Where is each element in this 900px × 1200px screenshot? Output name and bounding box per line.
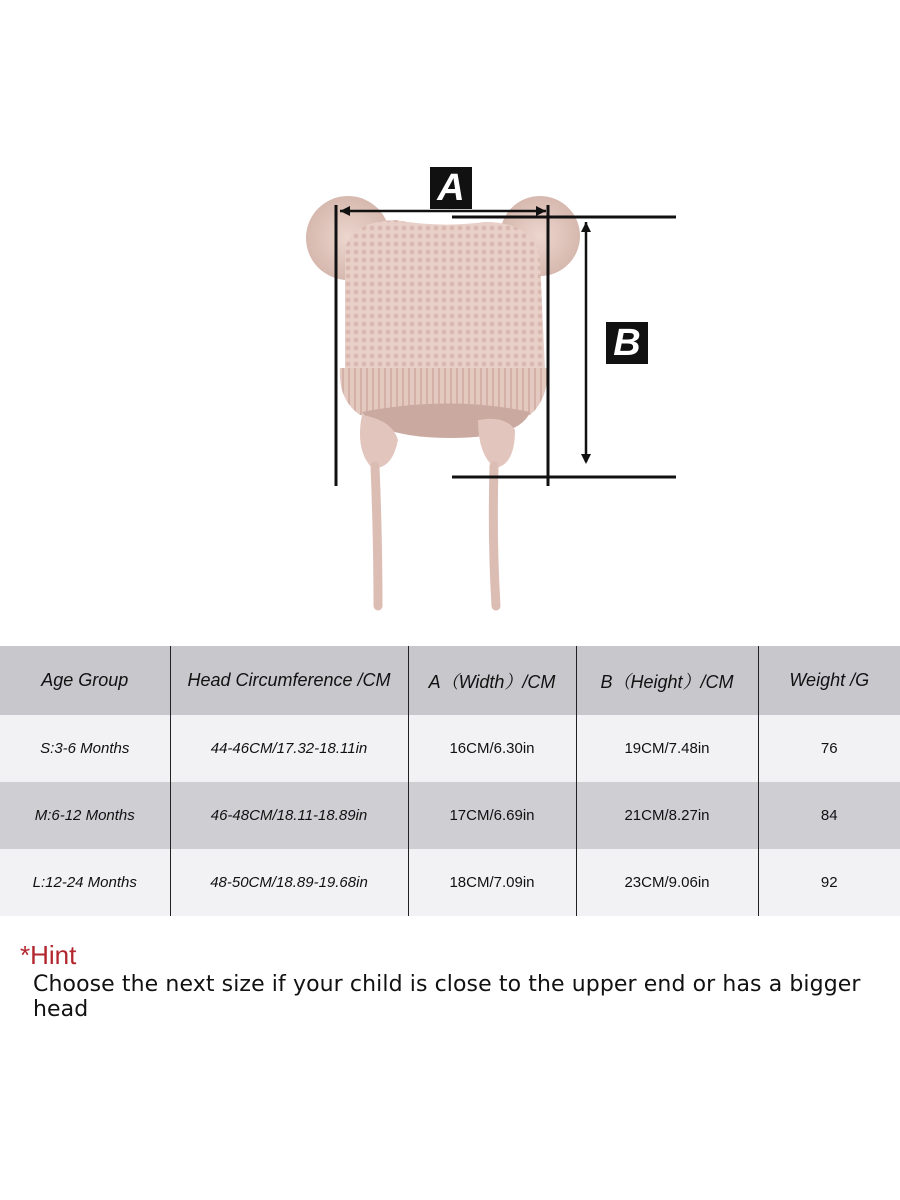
table-row xyxy=(0,715,900,782)
header-width: A（Width）/CM xyxy=(408,646,576,715)
weight-cell: 76 xyxy=(820,740,838,757)
header-weight: Weight /G xyxy=(789,670,870,690)
dimension-a-label: A xyxy=(430,167,472,209)
age-group-cell: M:6-12 Months xyxy=(0,782,170,849)
width-cell: 18CM/7.09in xyxy=(408,849,576,916)
width-cell: 16CM/6.30in xyxy=(408,715,576,782)
table-row xyxy=(0,849,900,916)
table-row xyxy=(0,782,900,849)
head-circumference-cell: 48-50CM/18.89-19.68in xyxy=(170,849,408,916)
width-cell: 17CM/6.69in xyxy=(408,782,576,849)
head-circumference-cell: 44-46CM/17.32-18.11in xyxy=(170,715,408,782)
weight-cell: 84 xyxy=(820,807,838,824)
weight-cell: 92 xyxy=(820,874,838,891)
height-cell: 19CM/7.48in xyxy=(576,715,758,782)
height-cell: 23CM/9.06in xyxy=(576,849,758,916)
right-string xyxy=(493,466,496,606)
header-head-circumference: Head Circumference /CM xyxy=(170,646,408,715)
dimension-b-label: B xyxy=(606,322,648,364)
age-group-cell: S:3-6 Months xyxy=(0,715,170,782)
size-chart-table xyxy=(0,646,900,916)
age-group-cell: L:12-24 Months xyxy=(0,849,170,916)
left-string xyxy=(375,466,378,606)
right-ear-flap xyxy=(478,419,515,468)
header-age-group: Age Group xyxy=(0,646,170,715)
head-circumference-cell: 46-48CM/18.11-18.89in xyxy=(170,782,408,849)
hint-text: Choose the next size if your child is close to the upper end or has a bigger head xyxy=(33,972,861,1022)
hint-title: *Hint xyxy=(20,940,77,970)
hat-crown xyxy=(345,220,545,370)
header-height: B（Height）/CM xyxy=(576,646,758,715)
table-header-row xyxy=(0,646,900,715)
height-cell: 21CM/8.27in xyxy=(576,782,758,849)
